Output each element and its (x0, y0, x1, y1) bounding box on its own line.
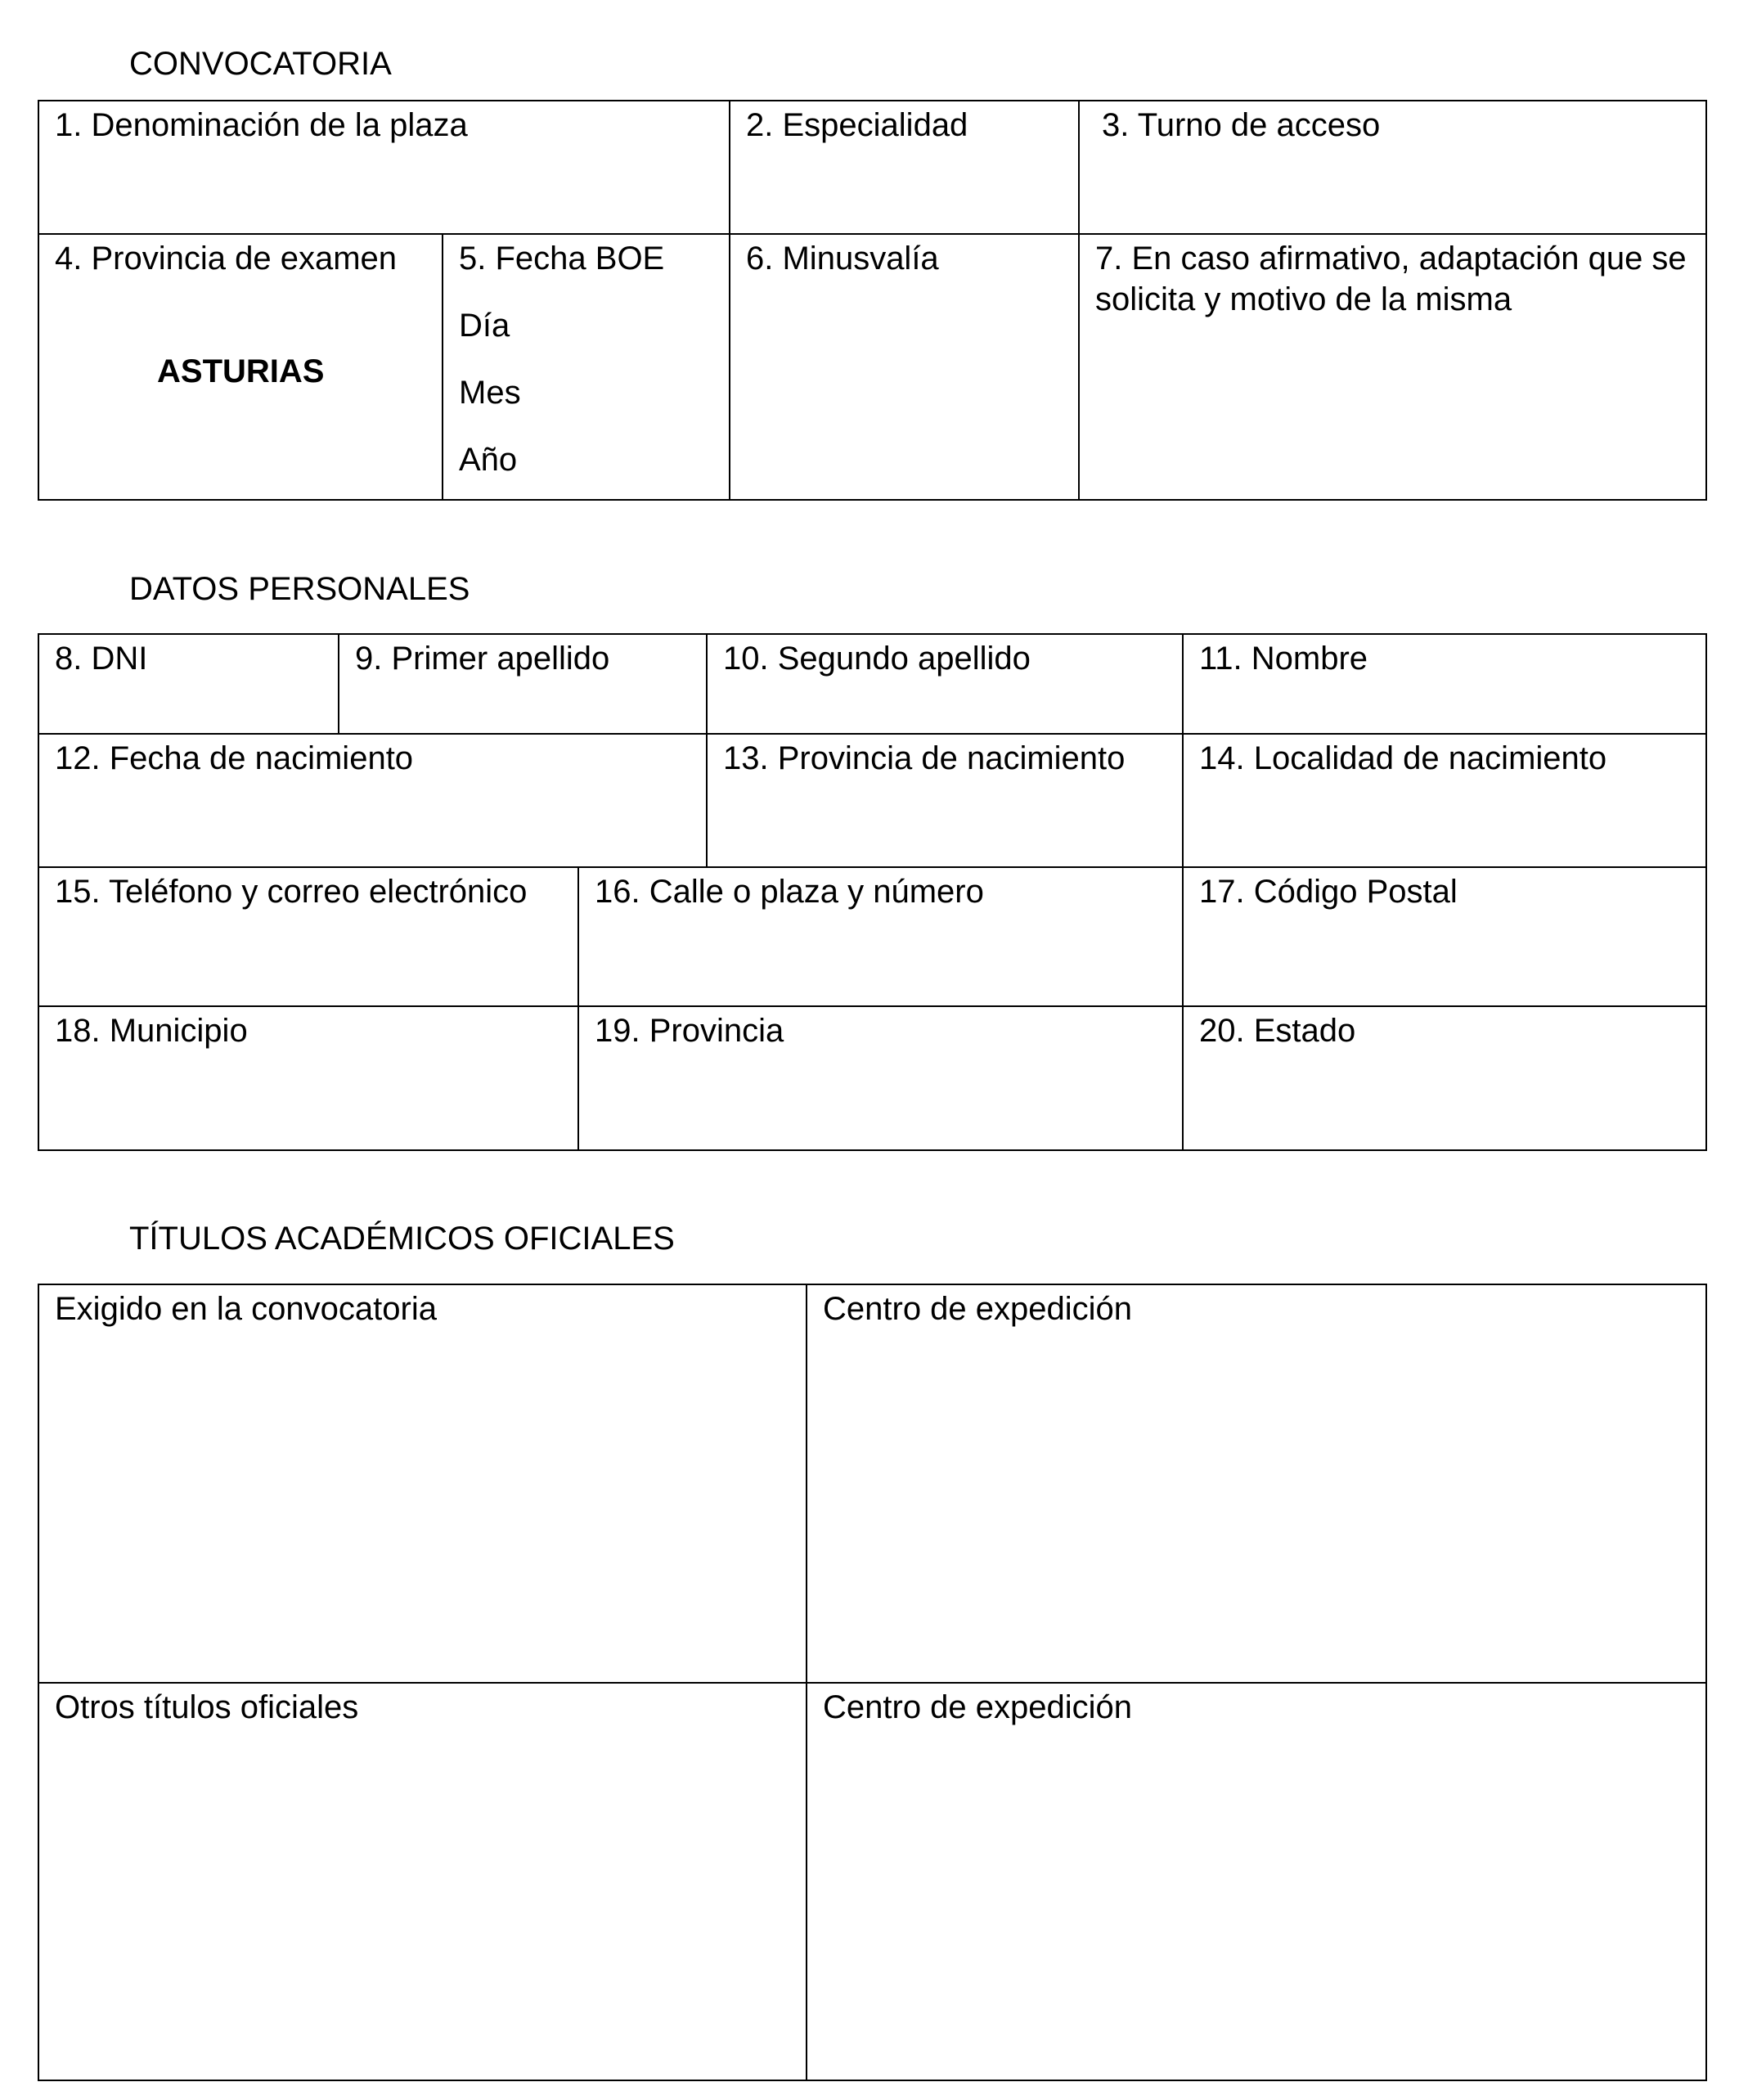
field-label: 12. Fecha de nacimiento (55, 740, 414, 776)
field-centro-expedicion-2[interactable] (807, 1683, 1706, 2080)
field-label: 15. Teléfono y correo electrónico (55, 874, 528, 910)
field-label: 5. Fecha BOE (459, 241, 665, 277)
field-provincia[interactable] (578, 1006, 1183, 1150)
field-label: 9. Primer apellido (355, 641, 610, 677)
field-label: Centro de expedición (823, 1689, 1133, 1725)
field-label: Exigido en la convocatoria (55, 1291, 437, 1327)
field-exigido-convocatoria[interactable] (38, 1284, 807, 1683)
field-label: 13. Provincia de nacimiento (723, 740, 1126, 776)
field-label: 20. Estado (1199, 1013, 1356, 1049)
field-minusvalia[interactable] (730, 234, 1079, 500)
fecha-boe-anio-label: Año (459, 442, 518, 478)
field-label: Centro de expedición (823, 1291, 1133, 1327)
provincia-examen-value: ASTURIAS (157, 353, 325, 389)
section-title-datos-personales: DATOS PERSONALES (129, 571, 470, 607)
field-label: 18. Municipio (55, 1013, 248, 1049)
fecha-boe-mes-label: Mes (459, 375, 521, 411)
field-codigo-postal[interactable] (1183, 867, 1706, 1006)
field-segundo-apellido[interactable] (707, 634, 1183, 734)
field-label: 10. Segundo apellido (723, 641, 1031, 677)
titulos-table (38, 1284, 1707, 2081)
field-especialidad[interactable] (730, 101, 1079, 234)
field-estado[interactable] (1183, 1006, 1706, 1150)
field-fecha-nacimiento[interactable] (38, 734, 707, 867)
field-localidad-nacimiento[interactable] (1183, 734, 1706, 867)
field-label: 8. DNI (55, 641, 148, 677)
section-title-titulos: TÍTULOS ACADÉMICOS OFICIALES (129, 1221, 675, 1257)
field-label: 3. Turno de acceso (1102, 107, 1381, 143)
field-adaptacion[interactable] (1079, 234, 1706, 500)
fecha-boe-dia-label: Día (459, 308, 510, 344)
field-nombre[interactable] (1183, 634, 1706, 734)
field-label: 16. Calle o plaza y número (595, 874, 984, 910)
field-turno-acceso[interactable] (1079, 101, 1706, 234)
convocatoria-table (38, 100, 1707, 501)
field-label: 17. Código Postal (1199, 874, 1458, 910)
field-label: 11. Nombre (1199, 641, 1368, 677)
field-otros-titulos[interactable] (38, 1683, 807, 2080)
field-label: Otros títulos oficiales (55, 1689, 359, 1725)
field-primer-apellido[interactable] (339, 634, 707, 734)
field-fecha-boe[interactable] (443, 234, 730, 500)
field-label: 4. Provincia de examen (55, 241, 398, 277)
field-provincia-examen[interactable] (38, 234, 443, 500)
field-label: 1. Denominación de la plaza (55, 107, 468, 143)
field-centro-expedicion-1[interactable] (807, 1284, 1706, 1683)
field-provincia-nacimiento[interactable] (707, 734, 1183, 867)
field-label: 7. En caso afirmativo, adaptación que se solicita y motivo de la misma (1095, 241, 1687, 317)
field-label: 6. Minusvalía (746, 241, 939, 277)
section-title-convocatoria: CONVOCATORIA (129, 46, 392, 82)
field-label: 14. Localidad de nacimiento (1199, 740, 1607, 776)
field-label: 2. Especialidad (746, 107, 968, 143)
datos-personales-table (38, 633, 1707, 1151)
field-dni[interactable] (38, 634, 339, 734)
field-calle-plaza-numero[interactable] (578, 867, 1183, 1006)
field-denominacion-plaza[interactable] (38, 101, 730, 234)
field-telefono-correo[interactable] (38, 867, 578, 1006)
field-label: 19. Provincia (595, 1013, 784, 1049)
field-municipio[interactable] (38, 1006, 578, 1150)
